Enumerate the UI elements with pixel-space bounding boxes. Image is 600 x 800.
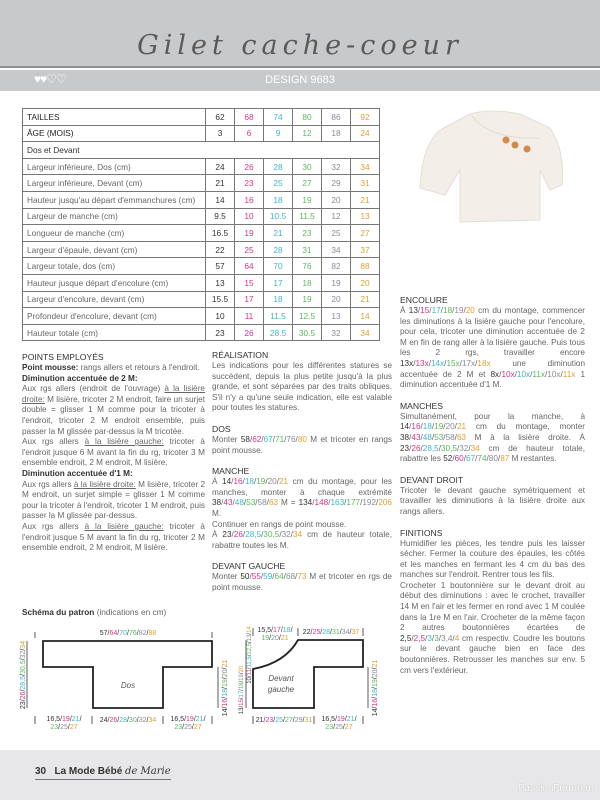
term: Point mousse: [22,363,79,372]
section-heading: MANCHE [212,466,250,477]
size-value: 15.5 [206,291,235,308]
magazine-name: La Mode Bébé [54,766,123,777]
text: à la lisière gauche: [84,437,164,447]
section-heading: POINTS EMPLOYÉS [22,352,104,362]
text: Aux rgs allers (endroit de l'ouvrage) [22,384,165,394]
size-value: 12 [322,208,351,225]
devant-sleeve-label: 23/25/27 [325,724,353,731]
size-value: 70 [264,258,293,275]
text: à la lisière gauche: [84,521,164,531]
row-label: Hauteur jusqu'au départ d'emmanchures (cm) [23,191,206,208]
magazine-name-script: de Marie [125,766,171,777]
size-value: 13 [322,308,351,325]
size-value: 74 [264,109,293,126]
size-value: 19 [293,191,322,208]
design-number: DESIGN 9683 [265,74,335,86]
size-value: 34 [351,324,380,341]
size-value: 14 [351,308,380,325]
size-value: 34 [351,158,380,175]
size-value: 32 [322,324,351,341]
section-heading: DOS [212,423,231,434]
dos-width-label: 57/64/70/76/82/88 [99,630,157,637]
size-value: 6 [235,125,264,142]
size-value: 23 [235,175,264,192]
dos-sleeve-label: 23/25/27 [50,724,78,731]
size-value: 19 [235,225,264,242]
footer [0,750,600,800]
section-heading: FINITIONS [400,527,443,538]
section-heading: ENCOLURE [400,295,448,305]
size-value: 31 [293,241,322,258]
text: À 13/15/17/18/19/20 cm du montage, commencer les diminutions à la lisière gauche pour l'encolure, pour cela, tricoter une diminution accentuée de 2 M en fin de rang aller à la lisière gauche. Puis tous les 2 rgs, travailler encore 13x/13x/14x/15x/17x/18x une diminution accentuée de 2 M et 8x/10x/10x/11x/10x/11x 1 diminution accentuée d'1 M. [400,306,585,390]
text: Simultanément, pour la manche, à 14/16/18/19/20/21 cm du montage, monter 38/43/48/53/58/63 M à la lisière droite. À 23/26/28,5/30,5/32/34 cm de hauteur totale, rabattre les 52/60/67/74/80/87 M restantes. [400,411,585,464]
row-label: Largeur inférieure, Devant (cm) [23,175,206,192]
size-value: 19 [293,291,322,308]
dos-sleeve-label: 16,5/19/21/ [170,716,206,723]
size-value: 27 [293,175,322,192]
row-label: Hauteur jusque départ d'encolure (cm) [23,274,206,291]
size-value: 20 [322,291,351,308]
dos-label: Dos [120,681,136,690]
size-value: 76 [293,258,322,275]
text: Tricoter le devant gauche symétriquement et travailler les diminutions à la lisière droite aux rangs allers. [400,485,585,516]
size-value: 18 [264,191,293,208]
size-value: 27 [351,225,380,242]
size-value: 21 [351,191,380,208]
devant-bottom-label: 21/23/25/27/29/31 [255,717,313,724]
devant-neck-width-label: 19/20/21 [261,635,289,642]
text: Continuer en rangs de point mousse. [212,519,347,529]
row-label: ÂGE (MOIS) [23,125,206,142]
text: à la lisière droite: [73,479,136,489]
size-value: 15 [235,274,264,291]
size-value: 92 [351,109,380,126]
row-label: Largeur d'épaule, devant (cm) [23,241,206,258]
section-heading: RÉALISATION [212,350,269,360]
size-value: 29 [322,175,351,192]
size-value: 68 [235,109,264,126]
devant-neck-depth-label: 10/11/11,5/12,5/13/14 [247,626,253,684]
dos-sleeve-label: 23/25/27 [174,724,202,731]
size-value: 26 [235,158,264,175]
text: Monter 58/62/67/71/76/80 M et tricoter en rangs point mousse. [212,434,392,455]
size-value: 16.5 [206,225,235,242]
size-value: 37 [351,241,380,258]
watermark: PassionForum.ru [517,783,594,794]
size-value: 18 [293,274,322,291]
text: Crocheter 1 boutonnière sur le devant droit au début des diminutions : avec le crochet, travailler 14 M en l'air et les fermer en rond avec 1 M coulée dans la 1re M en l'air. Crocheter de la même façon 2 autres boutonnières écartées de 2,5/2,5/3/3/3,4/4 cm respectiv. Coudre les boutons sur le devant gauche bien en face des boutonnières. Retrousser les manches sur env. 5 cm vers l'extérieur. [400,580,585,675]
size-value: 21 [351,291,380,308]
size-value: 16 [235,191,264,208]
size-value: 80 [293,109,322,126]
size-value: 82 [322,258,351,275]
devant-armhole-label: 14/16/18/19/20/21 [372,659,379,717]
size-value: 13 [206,274,235,291]
size-value: 18 [264,291,293,308]
text: Aux rgs allers [22,437,85,447]
row-label: Dos et Devant [23,142,380,159]
size-value: 62 [206,109,235,126]
size-value: 21 [206,175,235,192]
section-heading: MANCHES [400,400,443,411]
size-value: 30.5 [293,324,322,341]
row-label: Profondeur d'encolure, devant (cm) [23,308,206,325]
schema-title-bold: Schéma du patron [22,607,95,617]
size-value: 30 [293,158,322,175]
size-value: 12 [293,125,322,142]
size-value: 25 [235,241,264,258]
dos-sleeve-label: 16,5/19/21/ [46,716,82,723]
size-value: 25 [264,175,293,192]
page-title: Gilet cache-coeur [137,30,463,61]
text: Les indications pour les différentes statures se succèdent, depuis la plus petite jusqu'à la plus grande, et sont séparées par des traits obliques. S'il n'y a qu'une seule indication, elle est valable pour toutes les statures. [212,361,392,413]
size-value: 88 [351,258,380,275]
size-value: 26 [235,324,264,341]
size-value: 23 [206,324,235,341]
size-value: 86 [322,109,351,126]
size-value: 18 [322,125,351,142]
size-value: 31 [351,175,380,192]
schema-title-note: (indications en cm) [94,607,167,617]
devant-neck-width-label: 15,5/17/18/ [257,627,293,634]
row-label: Largeur totale, dos (cm) [23,258,206,275]
size-value: 57 [206,258,235,275]
page-number: 30 [35,766,47,777]
size-value: 17 [235,291,264,308]
row-label: Longueur de manche (cm) [23,225,206,242]
size-value: 10 [235,208,264,225]
size-value: 23 [293,225,322,242]
row-label: Largeur inférieure, Dos (cm) [23,158,206,175]
dos-bottom-label: 24/26/28/30/32/34 [99,717,157,724]
size-value: 64 [235,258,264,275]
text: À 23/26/28,5/30,5/32/34 cm de hauteur totale, rabattre toutes les M. [212,530,392,550]
size-value: 28.5 [264,324,293,341]
text: Aux rgs allers [22,479,74,489]
size-value: 11.5 [293,208,322,225]
size-value: 17 [264,274,293,291]
size-value: 28 [264,158,293,175]
size-value: 14 [206,191,235,208]
text: À 14/16/18/19/20/21 cm du montage, pour les manches, monter à chaque extrémité 38/43/48/53/58/63 M = 134/148/163/177/192/206 M. [212,477,392,518]
row-label: Largeur d'encolure, devant (cm) [23,291,206,308]
text: rangs allers et retours à l'endroit. [78,363,200,372]
row-label: Largeur de manche (cm) [23,208,206,225]
devant-label: Devant [268,674,294,683]
size-value: 19 [322,274,351,291]
size-value: 25 [322,225,351,242]
size-value: 34 [322,241,351,258]
dos-armhole-label: 14/16/18/19/20/21 [222,659,229,717]
size-value: 20 [351,274,380,291]
size-value: 28 [264,241,293,258]
size-value: 21 [264,225,293,242]
size-value: 13 [351,208,380,225]
size-value: 3 [206,125,235,142]
devant-height-label: 13/15/17/18/19/20 [239,665,245,715]
size-value: 10.5 [264,208,293,225]
difficulty-hearts-icon: ♥♥♡♡ [34,72,66,86]
text: Aux rgs allers [22,521,85,531]
row-label: Hauteur totale (cm) [23,324,206,341]
dos-piece [43,641,212,708]
devant-shoulder-label: 22/25/28/31/34/37 [302,629,360,636]
size-value: 9 [264,125,293,142]
text: à la lisière droite: [22,384,205,404]
subheading: Diminution accentuée d'1 M: [22,468,133,478]
subheading: Diminution accentuée de 2 M: [22,373,138,383]
text: M lisière, tricoter 2 M endroit, un surjet simple = glisser 1 M comme pour la tricoter à l'endroit, tricoter 1 M endroit, puis passer la M glissée par-dessus. [22,479,206,521]
section-heading: DEVANT GAUCHE [212,561,286,572]
size-value: 11.5 [264,308,293,325]
size-value: 24 [206,158,235,175]
size-value: 12.5 [293,308,322,325]
text: M lisière, tricoter 2 M endroit, faire un surjet double = glisser 1 M comme pour la tricoter à l'endroit, tricoter 2 M endroit ensemble, puis passer la M glissée par-dessus la M tricotée. [22,394,205,436]
row-label: TAILLES [23,109,206,126]
text: tricoter à l'endroit jusque 5 M avant la fin du rg, tricoter 2 M ensemble endroit, 2 M endroit, M lisière. [22,521,205,553]
text: Humidifier les pièces, les tendre puis les laisser sécher. Fermer la couture des épaules, les côtés et les manches en fermant les 4 cm du bas des manches sur l'endroit. Rentrer tous les fils. [400,538,585,580]
dos-height-label: 23/26/28,5/30,5/32/34 [20,640,27,710]
devant-sleeve-label: 16,5/19/21/ [321,716,357,723]
size-value: 11 [235,308,264,325]
size-value: 20 [322,191,351,208]
text: Monter 50/55/59/64/68/73 M et tricoter en rgs de point mousse. [212,572,392,592]
size-value: 9.5 [206,208,235,225]
size-value: 32 [322,158,351,175]
page-footer [35,766,171,780]
devant-label: gauche [267,685,295,694]
size-value: 10 [206,308,235,325]
section-heading: DEVANT DROIT [400,474,464,485]
size-value: 24 [351,125,380,142]
text: tricoter à l'endroit jusque 6 M avant la fin du rg, tricoter 3 M ensemble endroit, 2 M endroit, M lisière. [22,437,205,468]
size-value: 22 [206,241,235,258]
